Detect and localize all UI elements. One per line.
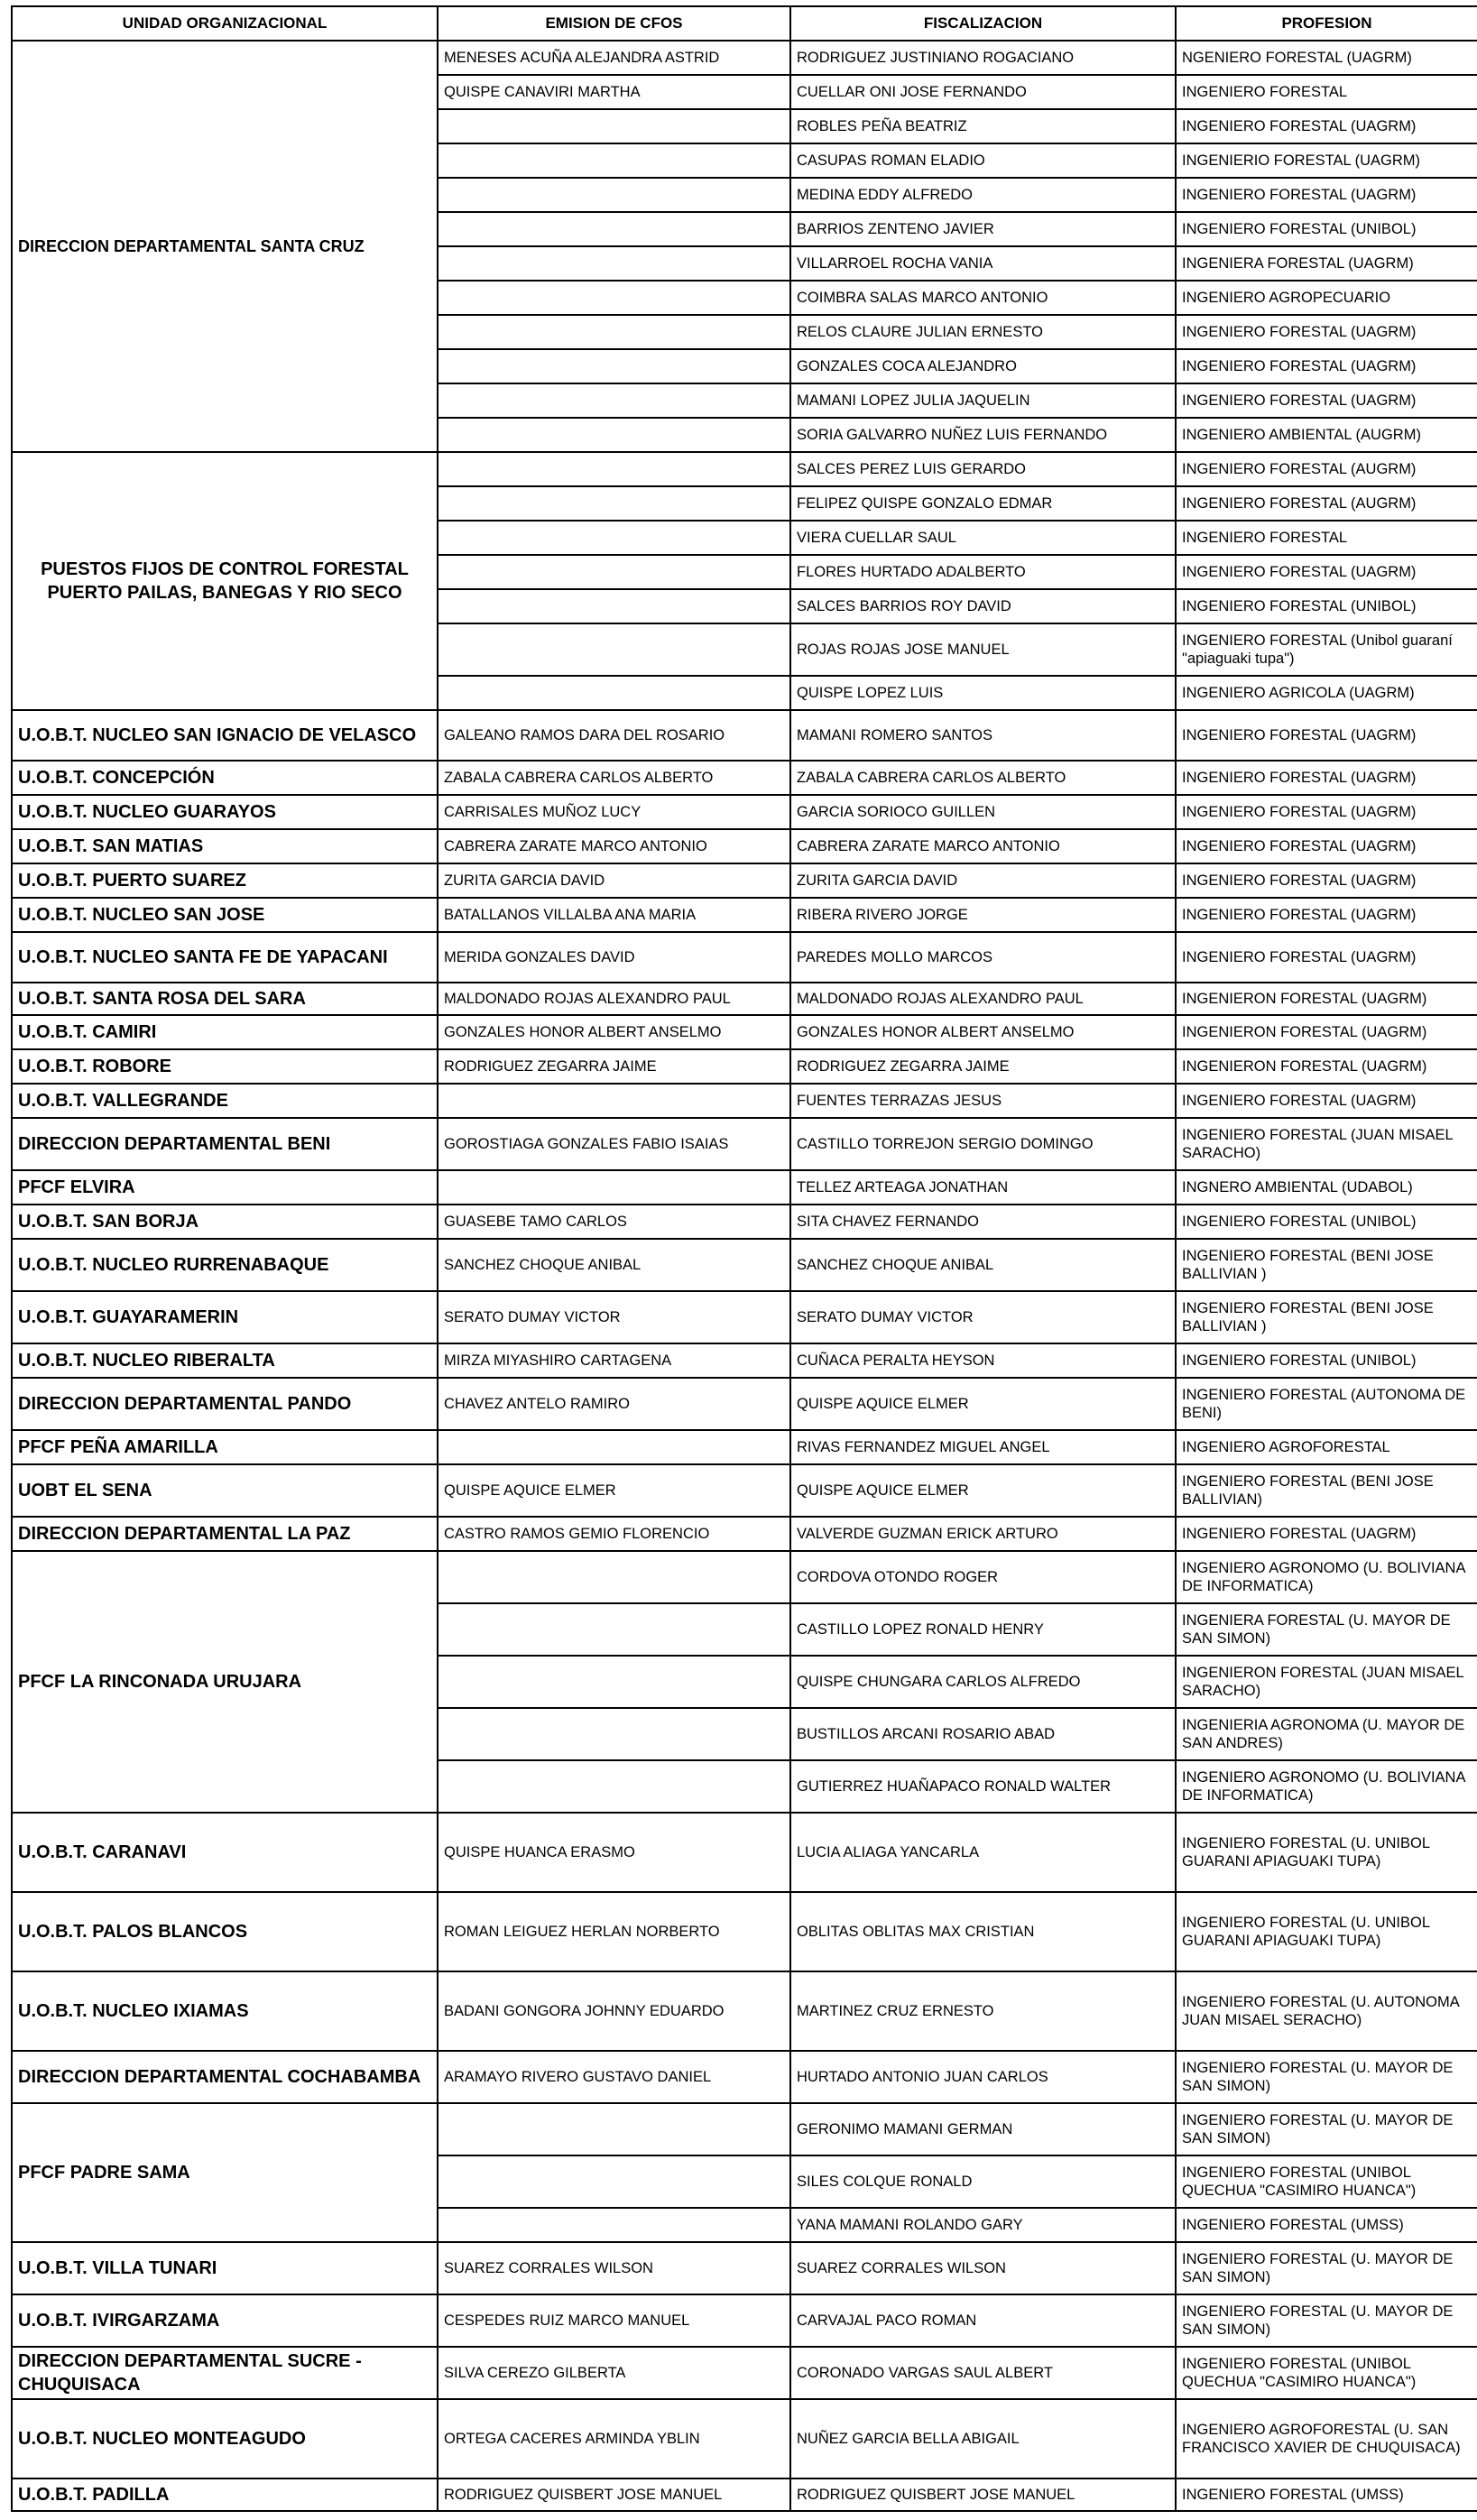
profesion-cell: INGNERO AMBIENTAL (UDABOL) <box>1176 1170 1477 1205</box>
unit-cell: U.O.B.T. NUCLEO GUARAYOS <box>12 795 438 829</box>
profesion-cell: INGENIERO FORESTAL (UNIBOL QUECHUA "CASIMIRO HUANCA") <box>1176 2155 1477 2208</box>
fiscalizacion-cell: HURTADO ANTONIO JUAN CARLOS <box>790 2051 1176 2103</box>
table-row <box>12 1892 1477 1971</box>
profesion-cell: INGENIERO FORESTAL (UAGRM) <box>1176 383 1477 418</box>
emision-cell <box>438 1084 790 1118</box>
emision-cell: SUAREZ CORRALES WILSON <box>438 2242 790 2294</box>
unit-cell: U.O.B.T. NUCLEO SAN JOSE <box>12 898 438 932</box>
unit-cell: U.O.B.T. ROBORE <box>12 1049 438 1084</box>
profesion-cell: INGENIERA FORESTAL (U. MAYOR DE SAN SIMON) <box>1176 1603 1477 1656</box>
fiscalizacion-cell: NUÑEZ GARCIA BELLA ABIGAIL <box>790 2399 1176 2478</box>
fiscalizacion-cell: GONZALES HONOR ALBERT ANSELMO <box>790 1015 1176 1049</box>
profesion-cell: INGENIERO AGROPECUARIO <box>1176 281 1477 315</box>
profesion-cell: INGENIERO FORESTAL (U. UNIBOL GUARANI APIAGUAKI TUPA) <box>1176 1813 1477 1892</box>
fiscalizacion-cell: RODRIGUEZ QUISBERT JOSE MANUEL <box>790 2478 1176 2511</box>
emision-cell <box>438 315 790 349</box>
profesion-cell: INGENIERO FORESTAL <box>1176 75 1477 109</box>
emision-cell: GONZALES HONOR ALBERT ANSELMO <box>438 1015 790 1049</box>
fiscalizacion-cell: QUISPE LOPEZ LUIS <box>790 676 1176 710</box>
table-row <box>12 41 1477 75</box>
emision-cell: SILVA CEREZO GILBERTA <box>438 2347 790 2399</box>
profesion-cell: INGENIERON FORESTAL (UAGRM) <box>1176 1015 1477 1049</box>
emision-cell <box>438 1760 790 1813</box>
unit-cell: U.O.B.T. NUCLEO IXIAMAS <box>12 1971 438 2051</box>
emision-cell: QUISPE CANAVIRI MARTHA <box>438 75 790 109</box>
emision-cell <box>438 1551 790 1603</box>
emision-cell <box>438 623 790 676</box>
profesion-cell: INGENIERO FORESTAL (AUGRM) <box>1176 452 1477 486</box>
emision-cell: ZABALA CABRERA CARLOS ALBERTO <box>438 761 790 795</box>
emision-cell <box>438 521 790 555</box>
fiscalizacion-cell: ZURITA GARCIA DAVID <box>790 863 1176 898</box>
header-profesion: PROFESION <box>1176 6 1477 41</box>
table-row <box>12 2051 1477 2103</box>
emision-cell: CASTRO RAMOS GEMIO FLORENCIO <box>438 1517 790 1551</box>
profesion-cell: INGENIERO FORESTAL (UAGRM) <box>1176 1084 1477 1118</box>
table-row <box>12 932 1477 983</box>
fiscalizacion-cell: SERATO DUMAY VICTOR <box>790 1291 1176 1343</box>
unit-cell: U.O.B.T. SANTA ROSA DEL SARA <box>12 983 438 1015</box>
emision-cell: SERATO DUMAY VICTOR <box>438 1291 790 1343</box>
emision-cell: GOROSTIAGA GONZALES FABIO ISAIAS <box>438 1118 790 1170</box>
table-row <box>12 2478 1477 2511</box>
emision-cell <box>438 1170 790 1205</box>
fiscalizacion-cell: PAREDES MOLLO MARCOS <box>790 932 1176 983</box>
fiscalizacion-cell: SORIA GALVARRO NUÑEZ LUIS FERNANDO <box>790 418 1176 452</box>
table-row <box>12 1084 1477 1118</box>
profesion-cell: INGENIERO FORESTAL (UNIBOL) <box>1176 589 1477 623</box>
profesion-cell: INGENIERIO FORESTAL (UAGRM) <box>1176 143 1477 178</box>
profesion-cell: INGENIERO FORESTAL (AUGRM) <box>1176 486 1477 521</box>
unit-cell: DIRECCION DEPARTAMENTAL BENI <box>12 1118 438 1170</box>
unit-cell: PFCF PEÑA AMARILLA <box>12 1430 438 1464</box>
fiscalizacion-cell: CASTILLO LOPEZ RONALD HENRY <box>790 1603 1176 1656</box>
emision-cell <box>438 589 790 623</box>
unit-cell: DIRECCION DEPARTAMENTAL COCHABAMBA <box>12 2051 438 2103</box>
profesion-cell: INGENIERO FORESTAL (U. MAYOR DE SAN SIMON) <box>1176 2103 1477 2155</box>
emision-cell: CARRISALES MUÑOZ LUCY <box>438 795 790 829</box>
table-row <box>12 1049 1477 1084</box>
emision-cell <box>438 383 790 418</box>
profesion-cell: INGENIERO FORESTAL (U. MAYOR DE SAN SIMON) <box>1176 2242 1477 2294</box>
unit-cell: U.O.B.T. NUCLEO MONTEAGUDO <box>12 2399 438 2478</box>
fiscalizacion-cell: RODRIGUEZ JUSTINIANO ROGACIANO <box>790 41 1176 75</box>
profesion-cell: INGENIERO AGRICOLA (UAGRM) <box>1176 676 1477 710</box>
emision-cell <box>438 1430 790 1464</box>
fiscalizacion-cell: RIVAS FERNANDEZ MIGUEL ANGEL <box>790 1430 1176 1464</box>
emision-cell <box>438 1708 790 1760</box>
profesion-cell: INGENIERO FORESTAL (AUTONOMA DE BENI) <box>1176 1378 1477 1430</box>
profesion-cell: INGENIERO FORESTAL (UAGRM) <box>1176 109 1477 143</box>
unit-cell: U.O.B.T. CAMIRI <box>12 1015 438 1049</box>
emision-cell: ARAMAYO RIVERO GUSTAVO DANIEL <box>438 2051 790 2103</box>
fiscalizacion-cell: MAMANI ROMERO SANTOS <box>790 710 1176 761</box>
table-row <box>12 1971 1477 2051</box>
fiscalizacion-cell: RIBERA RIVERO JORGE <box>790 898 1176 932</box>
emision-cell: ROMAN LEIGUEZ HERLAN NORBERTO <box>438 1892 790 1971</box>
fiscalizacion-cell: QUISPE CHUNGARA CARLOS ALFREDO <box>790 1656 1176 1708</box>
fiscalizacion-cell: CABRERA ZARATE MARCO ANTONIO <box>790 829 1176 863</box>
table-row <box>12 2399 1477 2478</box>
profesion-cell: INGENIERA FORESTAL (UAGRM) <box>1176 246 1477 281</box>
fiscalizacion-cell: SALCES BARRIOS ROY DAVID <box>790 589 1176 623</box>
emision-cell <box>438 2208 790 2242</box>
fiscalizacion-cell: GUTIERREZ HUAÑAPACO RONALD WALTER <box>790 1760 1176 1813</box>
profesion-cell: INGENIERO FORESTAL (BENI JOSE BALLIVIAN ) <box>1176 1291 1477 1343</box>
table-body <box>12 41 1477 2511</box>
fiscalizacion-cell: QUISPE AQUICE ELMER <box>790 1378 1176 1430</box>
profesion-cell: INGENIERO FORESTAL (UAGRM) <box>1176 555 1477 589</box>
fiscalizacion-cell: TELLEZ ARTEAGA JONATHAN <box>790 1170 1176 1205</box>
fiscalizacion-cell: SUAREZ CORRALES WILSON <box>790 2242 1176 2294</box>
fiscalizacion-cell: CUÑACA PERALTA HEYSON <box>790 1343 1176 1378</box>
fiscalizacion-cell: MAMANI LOPEZ JULIA JAQUELIN <box>790 383 1176 418</box>
table-row <box>12 2347 1477 2399</box>
fiscalizacion-cell: CUELLAR ONI JOSE FERNANDO <box>790 75 1176 109</box>
profesion-cell: INGENIERO FORESTAL (UMSS) <box>1176 2478 1477 2511</box>
profesion-cell: NGENIERO FORESTAL (UAGRM) <box>1176 41 1477 75</box>
fiscalizacion-cell: GONZALES COCA ALEJANDRO <box>790 349 1176 383</box>
fiscalizacion-cell: SILES COLQUE RONALD <box>790 2155 1176 2208</box>
fiscalizacion-cell: MALDONADO ROJAS ALEXANDRO PAUL <box>790 983 1176 1015</box>
profesion-cell: INGENIERO FORESTAL (Unibol guaraní "apiaguaki tupa") <box>1176 623 1477 676</box>
unit-cell: U.O.B.T. CONCEPCIÓN <box>12 761 438 795</box>
header-fiscalizacion: FISCALIZACION <box>790 6 1176 41</box>
profesion-cell: INGENIERO FORESTAL (BENI JOSE BALLIVIAN ) <box>1176 1239 1477 1291</box>
table-row <box>12 2242 1477 2294</box>
emision-cell <box>438 2155 790 2208</box>
fiscalizacion-cell: CASTILLO TORREJON SERGIO DOMINGO <box>790 1118 1176 1170</box>
emision-cell: GUASEBE TAMO CARLOS <box>438 1205 790 1239</box>
profesion-cell: INGENIERO FORESTAL (UAGRM) <box>1176 710 1477 761</box>
fiscalizacion-cell: GERONIMO MAMANI GERMAN <box>790 2103 1176 2155</box>
table-row <box>12 1291 1477 1343</box>
profesion-cell: INGENIERO FORESTAL (UNIBOL) <box>1176 1343 1477 1378</box>
fiscalizacion-cell: BUSTILLOS ARCANI ROSARIO ABAD <box>790 1708 1176 1760</box>
emision-cell <box>438 281 790 315</box>
profesion-cell: INGENIERO FORESTAL <box>1176 521 1477 555</box>
table-row <box>12 1551 1477 1603</box>
unit-cell: U.O.B.T. NUCLEO RURRENABAQUE <box>12 1239 438 1291</box>
header-emision: EMISION DE CFOS <box>438 6 790 41</box>
emision-cell: MIRZA MIYASHIRO CARTAGENA <box>438 1343 790 1378</box>
table-row <box>12 983 1477 1015</box>
table-row <box>12 1205 1477 1239</box>
emision-cell: RODRIGUEZ QUISBERT JOSE MANUEL <box>438 2478 790 2511</box>
table-row <box>12 2103 1477 2155</box>
emision-cell: BATALLANOS VILLALBA ANA MARIA <box>438 898 790 932</box>
emision-cell: GALEANO RAMOS DARA DEL ROSARIO <box>438 710 790 761</box>
fiscalizacion-cell: ROJAS ROJAS JOSE MANUEL <box>790 623 1176 676</box>
table-row <box>12 795 1477 829</box>
fiscalizacion-cell: SALCES PEREZ LUIS GERARDO <box>790 452 1176 486</box>
emision-cell: SANCHEZ CHOQUE ANIBAL <box>438 1239 790 1291</box>
emision-cell <box>438 143 790 178</box>
profesion-cell: INGENIERO AMBIENTAL (AUGRM) <box>1176 418 1477 452</box>
emision-cell <box>438 555 790 589</box>
unit-cell: U.O.B.T. PUERTO SUAREZ <box>12 863 438 898</box>
profesion-cell: INGENIERO FORESTAL (UAGRM) <box>1176 761 1477 795</box>
unit-cell: U.O.B.T. NUCLEO RIBERALTA <box>12 1343 438 1378</box>
header-unidad: UNIDAD ORGANIZACIONAL <box>12 6 438 41</box>
profesion-cell: INGENIERO FORESTAL (UAGRM) <box>1176 315 1477 349</box>
emision-cell: MERIDA GONZALES DAVID <box>438 932 790 983</box>
profesion-cell: INGENIERO FORESTAL (UAGRM) <box>1176 863 1477 898</box>
profesion-cell: INGENIERO AGROFORESTAL <box>1176 1430 1477 1464</box>
emision-cell: CHAVEZ ANTELO RAMIRO <box>438 1378 790 1430</box>
emision-cell <box>438 178 790 212</box>
table-row <box>12 710 1477 761</box>
fiscalizacion-cell: CORONADO VARGAS SAUL ALBERT <box>790 2347 1176 2399</box>
profesion-cell: INGENIERON FORESTAL (JUAN MISAEL SARACHO) <box>1176 1656 1477 1708</box>
unit-cell: PUESTOS FIJOS DE CONTROL FORESTAL PUERTO PAILAS, BANEGAS Y RIO SECO <box>12 452 438 710</box>
profesion-cell: INGENIERON FORESTAL (UAGRM) <box>1176 1049 1477 1084</box>
emision-cell: CESPEDES RUIZ MARCO MANUEL <box>438 2294 790 2347</box>
table-row <box>12 1239 1477 1291</box>
fiscalizacion-cell: FUENTES TERRAZAS JESUS <box>790 1084 1176 1118</box>
unit-cell: U.O.B.T. SAN BORJA <box>12 1205 438 1239</box>
profesion-cell: INGENIERO FORESTAL (UAGRM) <box>1176 349 1477 383</box>
unit-cell: U.O.B.T. NUCLEO SAN IGNACIO DE VELASCO <box>12 710 438 761</box>
table-row <box>12 761 1477 795</box>
unit-cell: U.O.B.T. PADILLA <box>12 2478 438 2511</box>
personnel-table <box>11 5 1477 2512</box>
fiscalizacion-cell: FELIPEZ QUISPE GONZALO EDMAR <box>790 486 1176 521</box>
profesion-cell: INGENIERO FORESTAL (BENI JOSE BALLIVIAN) <box>1176 1464 1477 1517</box>
unit-cell: U.O.B.T. NUCLEO SANTA FE DE YAPACANI <box>12 932 438 983</box>
emision-cell: ZURITA GARCIA DAVID <box>438 863 790 898</box>
profesion-cell: INGENIERO FORESTAL (UAGRM) <box>1176 898 1477 932</box>
fiscalizacion-cell: VALVERDE GUZMAN ERICK ARTURO <box>790 1517 1176 1551</box>
emision-cell <box>438 486 790 521</box>
emision-cell <box>438 246 790 281</box>
unit-cell: U.O.B.T. GUAYARAMERIN <box>12 1291 438 1343</box>
fiscalizacion-cell: RODRIGUEZ ZEGARRA JAIME <box>790 1049 1176 1084</box>
table-row <box>12 1118 1477 1170</box>
fiscalizacion-cell: OBLITAS OBLITAS MAX CRISTIAN <box>790 1892 1176 1971</box>
table-row <box>12 1813 1477 1892</box>
unit-cell: PFCF ELVIRA <box>12 1170 438 1205</box>
unit-cell: DIRECCION DEPARTAMENTAL PANDO <box>12 1378 438 1430</box>
profesion-cell: INGENIERO FORESTAL (UAGRM) <box>1176 178 1477 212</box>
unit-cell: DIRECCION DEPARTAMENTAL SANTA CRUZ <box>12 41 438 452</box>
unit-cell: U.O.B.T. SAN MATIAS <box>12 829 438 863</box>
emision-cell <box>438 1603 790 1656</box>
profesion-cell: INGENIERO FORESTAL (JUAN MISAEL SARACHO) <box>1176 1118 1477 1170</box>
fiscalizacion-cell: SANCHEZ CHOQUE ANIBAL <box>790 1239 1176 1291</box>
fiscalizacion-cell: MEDINA EDDY ALFREDO <box>790 178 1176 212</box>
profesion-cell: INGENIERIA AGRONOMA (U. MAYOR DE SAN ANDRES) <box>1176 1708 1477 1760</box>
profesion-cell: INGENIERO AGROFORESTAL (U. SAN FRANCISCO XAVIER DE CHUQUISACA) <box>1176 2399 1477 2478</box>
fiscalizacion-cell: RELOS CLAURE JULIAN ERNESTO <box>790 315 1176 349</box>
profesion-cell: INGENIERO FORESTAL (UAGRM) <box>1176 1517 1477 1551</box>
emision-cell: CABRERA ZARATE MARCO ANTONIO <box>438 829 790 863</box>
header-row <box>12 6 1477 41</box>
profesion-cell: INGENIERO FORESTAL (UNIBOL) <box>1176 212 1477 246</box>
emision-cell <box>438 418 790 452</box>
fiscalizacion-cell: GARCIA SORIOCO GUILLEN <box>790 795 1176 829</box>
fiscalizacion-cell: BARRIOS ZENTENO JAVIER <box>790 212 1176 246</box>
profesion-cell: INGENIERO FORESTAL (U. AUTONOMA JUAN MISAEL SERACHO) <box>1176 1971 1477 2051</box>
emision-cell: BADANI GONGORA JOHNNY EDUARDO <box>438 1971 790 2051</box>
profesion-cell: INGENIERO FORESTAL (U. MAYOR DE SAN SIMON) <box>1176 2294 1477 2347</box>
fiscalizacion-cell: CORDOVA OTONDO ROGER <box>790 1551 1176 1603</box>
emision-cell <box>438 452 790 486</box>
profesion-cell: INGENIERO FORESTAL (UMSS) <box>1176 2208 1477 2242</box>
table-row <box>12 452 1477 486</box>
fiscalizacion-cell: FLORES HURTADO ADALBERTO <box>790 555 1176 589</box>
emision-cell: MALDONADO ROJAS ALEXANDRO PAUL <box>438 983 790 1015</box>
table-row <box>12 1343 1477 1378</box>
table-row <box>12 863 1477 898</box>
profesion-cell: INGENIERO FORESTAL (U. MAYOR DE SAN SIMON) <box>1176 2051 1477 2103</box>
fiscalizacion-cell: CARVAJAL PACO ROMAN <box>790 2294 1176 2347</box>
fiscalizacion-cell: SITA CHAVEZ FERNANDO <box>790 1205 1176 1239</box>
fiscalizacion-cell: LUCIA ALIAGA YANCARLA <box>790 1813 1176 1892</box>
fiscalizacion-cell: VILLARROEL ROCHA VANIA <box>790 246 1176 281</box>
unit-cell: U.O.B.T. VILLA TUNARI <box>12 2242 438 2294</box>
profesion-cell: INGENIERO FORESTAL (UAGRM) <box>1176 795 1477 829</box>
emision-cell <box>438 1656 790 1708</box>
unit-cell: DIRECCION DEPARTAMENTAL SUCRE - CHUQUISACA <box>12 2347 438 2399</box>
fiscalizacion-cell: COIMBRA SALAS MARCO ANTONIO <box>790 281 1176 315</box>
table-row <box>12 898 1477 932</box>
fiscalizacion-cell: ZABALA CABRERA CARLOS ALBERTO <box>790 761 1176 795</box>
unit-cell: DIRECCION DEPARTAMENTAL LA PAZ <box>12 1517 438 1551</box>
emision-cell <box>438 676 790 710</box>
profesion-cell: INGENIERO FORESTAL (UAGRM) <box>1176 829 1477 863</box>
unit-cell: U.O.B.T. PALOS BLANCOS <box>12 1892 438 1971</box>
emision-cell <box>438 212 790 246</box>
emision-cell <box>438 109 790 143</box>
fiscalizacion-cell: YANA MAMANI ROLANDO GARY <box>790 2208 1176 2242</box>
profesion-cell: INGENIERO FORESTAL (U. UNIBOL GUARANI APIAGUAKI TUPA) <box>1176 1892 1477 1971</box>
profesion-cell: INGENIERO AGRONOMO (U. BOLIVIANA DE INFORMATICA) <box>1176 1760 1477 1813</box>
unit-cell: UOBT EL SENA <box>12 1464 438 1517</box>
profesion-cell: INGENIERO AGRONOMO (U. BOLIVIANA DE INFORMATICA) <box>1176 1551 1477 1603</box>
unit-cell: U.O.B.T. VALLEGRANDE <box>12 1084 438 1118</box>
fiscalizacion-cell: ROBLES PEÑA BEATRIZ <box>790 109 1176 143</box>
emision-cell <box>438 349 790 383</box>
unit-cell: PFCF PADRE SAMA <box>12 2103 438 2242</box>
emision-cell: ORTEGA CACERES ARMINDA YBLIN <box>438 2399 790 2478</box>
table-row <box>12 1170 1477 1205</box>
fiscalizacion-cell: VIERA CUELLAR SAUL <box>790 521 1176 555</box>
fiscalizacion-cell: CASUPAS ROMAN ELADIO <box>790 143 1176 178</box>
table-row <box>12 1464 1477 1517</box>
profesion-cell: INGENIERO FORESTAL (UNIBOL QUECHUA "CASIMIRO HUANCA") <box>1176 2347 1477 2399</box>
emision-cell: RODRIGUEZ ZEGARRA JAIME <box>438 1049 790 1084</box>
profesion-cell: INGENIERON FORESTAL (UAGRM) <box>1176 983 1477 1015</box>
table-row <box>12 1517 1477 1551</box>
fiscalizacion-cell: QUISPE AQUICE ELMER <box>790 1464 1176 1517</box>
table-row <box>12 1015 1477 1049</box>
unit-cell: PFCF LA RINCONADA URUJARA <box>12 1551 438 1813</box>
table-row <box>12 1378 1477 1430</box>
table-row <box>12 829 1477 863</box>
profesion-cell: INGENIERO FORESTAL (UAGRM) <box>1176 932 1477 983</box>
table-row <box>12 2294 1477 2347</box>
table-row <box>12 1430 1477 1464</box>
unit-cell: U.O.B.T. IVIRGARZAMA <box>12 2294 438 2347</box>
fiscalizacion-cell: MARTINEZ CRUZ ERNESTO <box>790 1971 1176 2051</box>
emision-cell: QUISPE HUANCA ERASMO <box>438 1813 790 1892</box>
emision-cell: MENESES ACUÑA ALEJANDRA ASTRID <box>438 41 790 75</box>
emision-cell <box>438 2103 790 2155</box>
unit-cell: U.O.B.T. CARANAVI <box>12 1813 438 1892</box>
emision-cell: QUISPE AQUICE ELMER <box>438 1464 790 1517</box>
profesion-cell: INGENIERO FORESTAL (UNIBOL) <box>1176 1205 1477 1239</box>
